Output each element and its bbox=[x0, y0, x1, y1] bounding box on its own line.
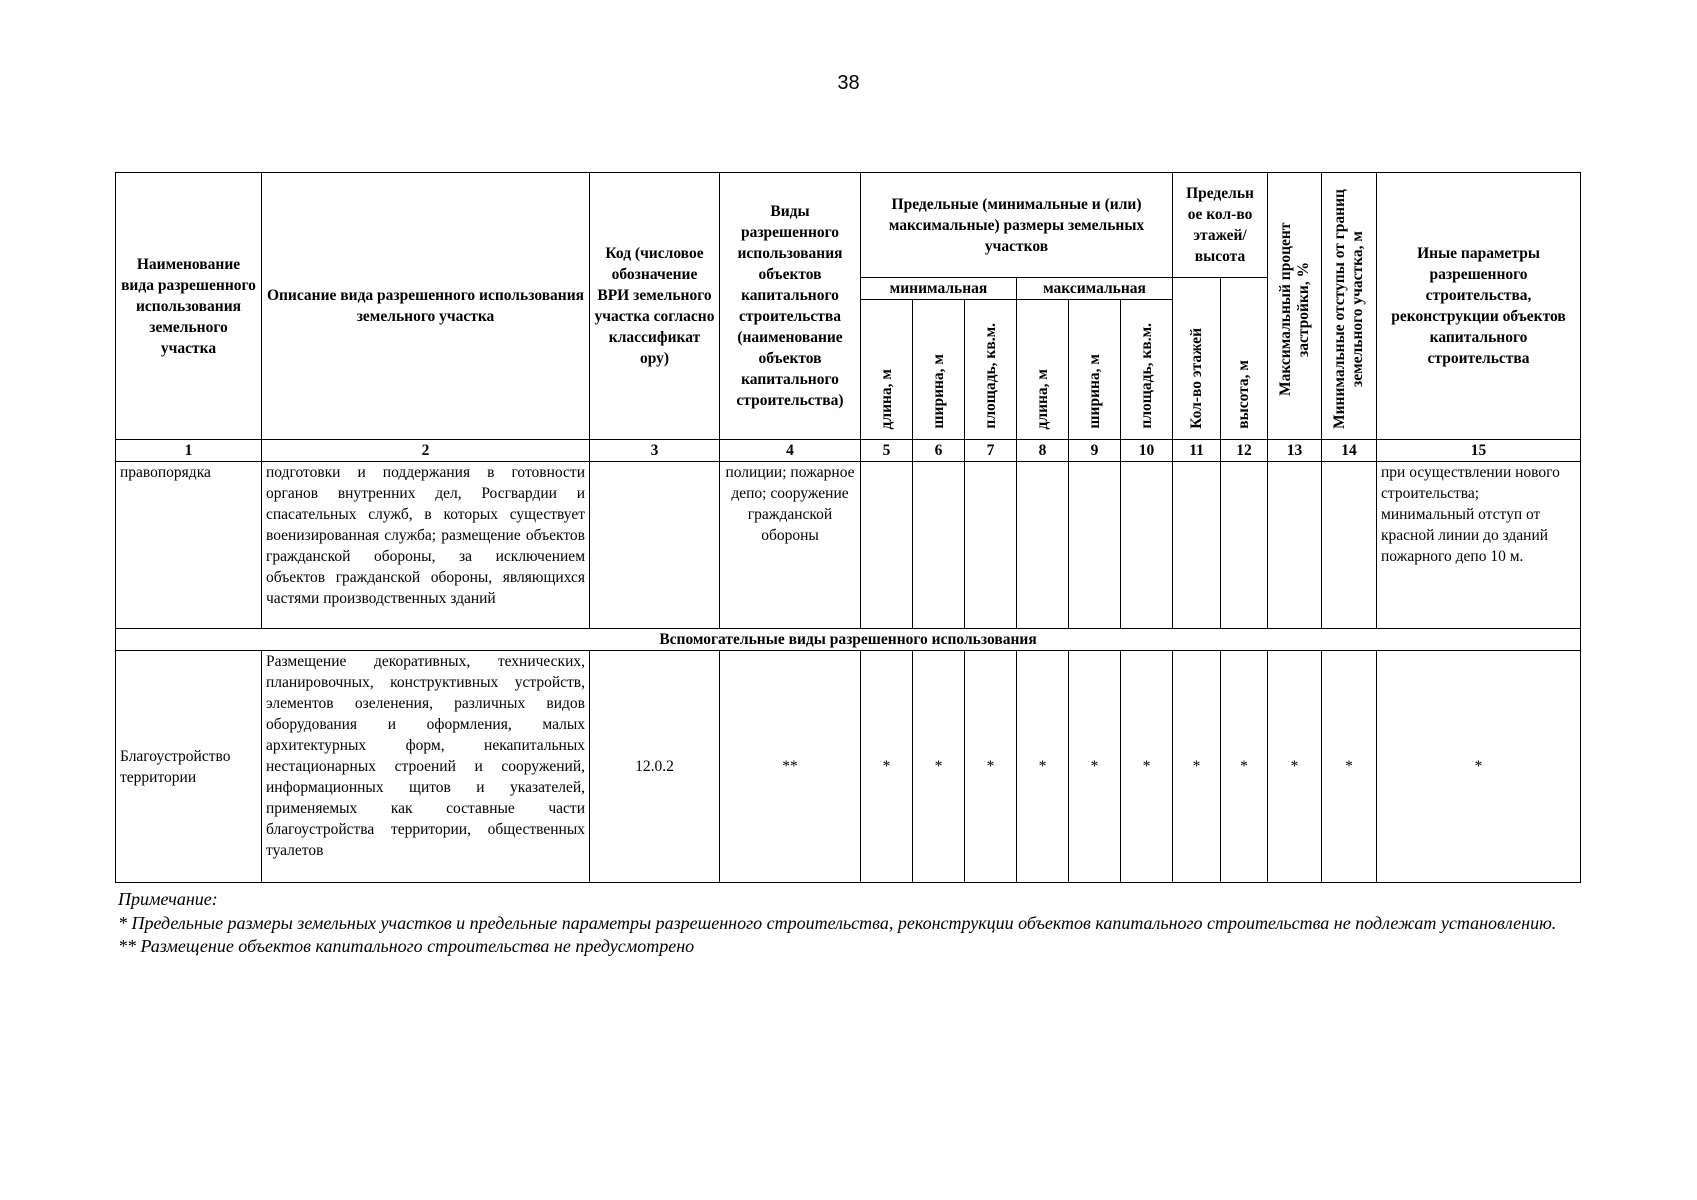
column-number: 1 bbox=[116, 440, 262, 462]
header-max-width-label: ширина, м bbox=[1085, 354, 1103, 429]
row-code: 12.0.2 bbox=[590, 651, 720, 883]
row-name: Благоустройство территории bbox=[116, 651, 262, 883]
header-capital-construction-types: Виды разрешенного использования объектов капитального строительства (наименование объектов капитального строительства) bbox=[720, 173, 861, 440]
header-max-length-label: длина, м bbox=[1033, 368, 1051, 429]
column-numbers-row bbox=[116, 440, 1581, 462]
zoning-regulations-table bbox=[115, 172, 1581, 883]
notes-title: Примечание: bbox=[118, 889, 218, 909]
header-min-area-label: площадь, кв.м. bbox=[981, 323, 999, 429]
table-notes bbox=[118, 888, 1578, 959]
header-min-offsets bbox=[1322, 173, 1377, 440]
column-number: 7 bbox=[965, 440, 1017, 462]
row-max-length: * bbox=[1017, 651, 1069, 883]
header-min-length bbox=[861, 300, 913, 440]
column-number: 5 bbox=[861, 440, 913, 462]
header-land-plot-size-limits: Предельные (минимальные и (или) максимальные) размеры земельных участков bbox=[861, 173, 1173, 278]
column-number: 14 bbox=[1322, 440, 1377, 462]
header-height bbox=[1221, 278, 1268, 440]
column-number: 11 bbox=[1173, 440, 1221, 462]
row-oks-types: полиции; пожарное депо; сооружение гражданской обороны bbox=[720, 462, 861, 629]
header-max-length bbox=[1017, 300, 1069, 440]
note-single-asterisk: * Предельные размеры земельных участков и предельные параметры разрешенного строительства, реконструкции объектов капитального строительства не подлежат установлению. bbox=[118, 912, 1557, 933]
row-cell bbox=[1268, 462, 1322, 629]
column-number: 15 bbox=[1377, 440, 1581, 462]
column-number: 6 bbox=[913, 440, 965, 462]
note-double-asterisk: ** Размещение объектов капитального строительства не предусмотрено bbox=[118, 936, 695, 956]
header-height-label: высота, м bbox=[1235, 360, 1253, 429]
row-min-area: * bbox=[965, 651, 1017, 883]
header-floors-height-limit: Предельн ое кол-во этажей/ высота bbox=[1173, 173, 1268, 278]
column-number: 2 bbox=[262, 440, 590, 462]
header-max-building-percent bbox=[1268, 173, 1322, 440]
header-max-area-label: площадь, кв.м. bbox=[1137, 323, 1155, 429]
section-title: Вспомогательные виды разрешенного использования bbox=[116, 629, 1581, 651]
header-floor-count bbox=[1173, 278, 1221, 440]
column-number: 9 bbox=[1069, 440, 1121, 462]
header-max-building-percent-label: Максимальный процент застройки, % bbox=[1276, 222, 1312, 396]
row-min-length: * bbox=[861, 651, 913, 883]
row-building-percent: * bbox=[1268, 651, 1322, 883]
row-cell bbox=[1069, 462, 1121, 629]
section-row bbox=[116, 629, 1581, 651]
header-min-width-label: ширина, м bbox=[929, 354, 947, 429]
header-other-parameters: Иные параметры разрешенного строительства, реконструкции объектов капитального строительства bbox=[1377, 173, 1581, 440]
header-permitted-use-name: Наименование вида разрешенного использования земельного участка bbox=[116, 173, 262, 440]
header-min-area bbox=[965, 300, 1017, 440]
row-oks-types: ** bbox=[720, 651, 861, 883]
header-min-offsets-label: Минимальные отступы от границ земельного участка, м bbox=[1331, 189, 1367, 429]
column-number: 8 bbox=[1017, 440, 1069, 462]
row-cell bbox=[1221, 462, 1268, 629]
row-offsets: * bbox=[1322, 651, 1377, 883]
column-number: 10 bbox=[1121, 440, 1173, 462]
row-description: Размещение декоративных, технических, планировочных, конструктивных устройств, элементов озеленения, различных видов оборудования и оформления, малых архитектурных форм, некапитальных нестационарных строений и сооружений, информационных щитов и указателей, применяемых как составные части благоустройства территории, общественных туалетов bbox=[262, 651, 590, 883]
row-floors: * bbox=[1173, 651, 1221, 883]
header-min-length-label: длина, м bbox=[877, 368, 895, 429]
header-use-description: Описание вида разрешенного использования земельного участка bbox=[262, 173, 590, 440]
row-height: * bbox=[1221, 651, 1268, 883]
header-min-width bbox=[913, 300, 965, 440]
row-name: правопорядка bbox=[116, 462, 262, 629]
row-cell bbox=[1121, 462, 1173, 629]
header-floor-count-label: Кол-во этажей bbox=[1187, 328, 1205, 429]
header-minimum-group: минимальная bbox=[861, 278, 1017, 300]
header-maximum-group: максимальная bbox=[1017, 278, 1173, 300]
row-min-width: * bbox=[913, 651, 965, 883]
row-max-width: * bbox=[1069, 651, 1121, 883]
row-other-parameters: * bbox=[1377, 651, 1581, 883]
row-cell bbox=[1017, 462, 1069, 629]
column-number: 13 bbox=[1268, 440, 1322, 462]
row-description: подготовки и поддержания в готовности органов внутренних дел, Росгвардии и спасательных служб, в которых существует военизированная служба; размещение объектов гражданской обороны, за исключением объектов гражданской обороны, являющихся частями производственных зданий bbox=[262, 462, 590, 629]
row-cell bbox=[1322, 462, 1377, 629]
table-row bbox=[116, 651, 1581, 883]
column-number: 3 bbox=[590, 440, 720, 462]
row-code bbox=[590, 462, 720, 629]
column-number: 12 bbox=[1221, 440, 1268, 462]
page-number: 38 bbox=[837, 72, 860, 94]
header-max-area bbox=[1121, 300, 1173, 440]
row-max-area: * bbox=[1121, 651, 1173, 883]
table-row bbox=[116, 462, 1581, 629]
header-classifier-code: Код (числовое обозначение ВРИ земельного участка согласно классификат ору) bbox=[590, 173, 720, 440]
row-cell bbox=[1173, 462, 1221, 629]
header-max-width bbox=[1069, 300, 1121, 440]
column-number: 4 bbox=[720, 440, 861, 462]
row-other-parameters: при осуществлении нового строительства; минимальный отступ от красной линии до зданий пожарного депо 10 м. bbox=[1377, 462, 1581, 629]
row-cell bbox=[861, 462, 913, 629]
row-cell bbox=[965, 462, 1017, 629]
row-cell bbox=[913, 462, 965, 629]
